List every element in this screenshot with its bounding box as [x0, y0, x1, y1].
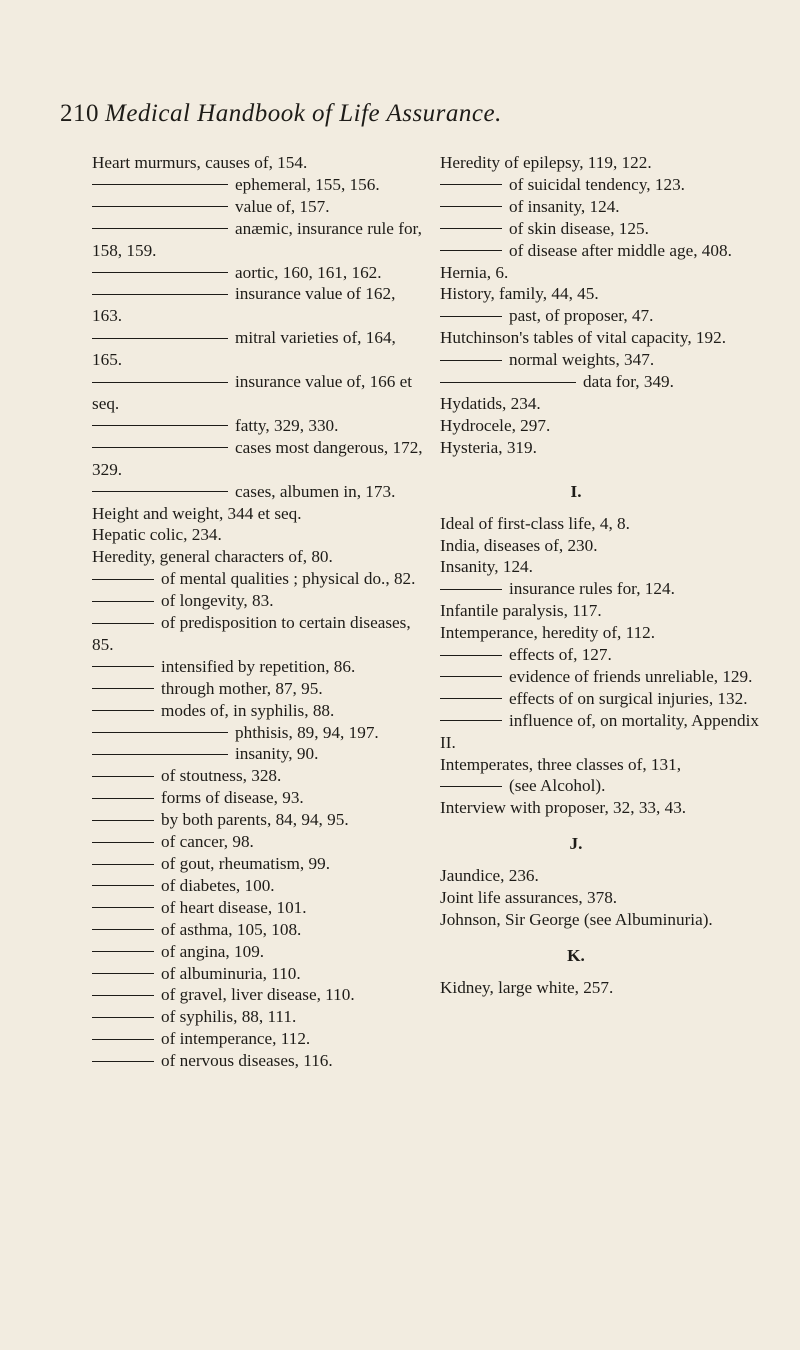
entry-text: Heredity, general characters of, 80. [92, 547, 333, 567]
index-subentry [92, 700, 424, 722]
ditto-dash [92, 820, 154, 821]
index-heading-entry [440, 797, 772, 819]
entry-text: Jaundice, 236. [440, 866, 539, 886]
ditto-dash [92, 228, 228, 229]
ditto-dash [440, 676, 502, 677]
ditto-dash [92, 382, 228, 383]
index-subentry [440, 349, 772, 371]
entry-text: forms of disease, 93. [161, 788, 304, 808]
ditto-dash [440, 316, 502, 317]
entry-text: through mother, 87, 95. [161, 678, 323, 698]
index-subentry [92, 612, 424, 656]
page-header [60, 100, 760, 128]
entry-text: data for, 349. [583, 372, 674, 392]
entry-text: by both parents, 84, 94, 95. [161, 810, 349, 830]
ditto-dash [440, 360, 502, 361]
entry-text: of intemperance, 112. [161, 1029, 311, 1049]
ditto-dash [92, 623, 154, 624]
ditto-dash [92, 929, 154, 930]
entry-text: evidence of friends unreliable, 129. [509, 666, 753, 686]
entry-text: of predisposition to certain diseases, 85. [92, 613, 411, 654]
index-subentry [92, 327, 424, 371]
index-heading-entry [440, 887, 772, 909]
index-subentry [92, 831, 424, 853]
index-subentry [92, 656, 424, 678]
entry-text: Ideal of first-class life, 4, 8. [440, 513, 630, 533]
index-heading-entry [440, 283, 772, 305]
entry-text: insanity, 90. [235, 744, 319, 764]
entry-text: of stoutness, 328. [161, 766, 282, 786]
ditto-dash [92, 798, 154, 799]
ditto-dash [440, 786, 502, 787]
ditto-dash [92, 951, 154, 952]
index-subentry [92, 722, 424, 744]
index-heading-entry [440, 437, 772, 459]
entry-text: Johnson, Sir George (see Albuminuria). [440, 910, 713, 929]
index-heading-entry [440, 909, 772, 931]
index-subentry [92, 765, 424, 787]
index-column-right [440, 152, 772, 999]
entry-text: of syphilis, 88, 111. [161, 1007, 297, 1027]
entry-text: of diabetes, 100. [161, 875, 275, 895]
ditto-dash [440, 250, 502, 251]
ditto-dash [92, 294, 228, 295]
index-heading-entry [440, 977, 772, 999]
entry-text: Intemperance, heredity of, 112. [440, 623, 656, 643]
entry-text: of albuminuria, 110. [161, 963, 301, 983]
ditto-dash [92, 447, 228, 448]
section-letter: I. [570, 481, 582, 501]
index-heading-entry [440, 393, 772, 415]
entry-text: phthisis, 89, 94, 197. [235, 722, 379, 742]
entry-text: Hysteria, 319. [440, 437, 537, 457]
index-heading-entry [92, 524, 424, 546]
index-subentry [440, 196, 772, 218]
index-subentry [92, 481, 424, 503]
entry-text: Hernia, 6. [440, 262, 509, 282]
entry-text: normal weights, 347. [509, 350, 655, 370]
index-subentry [92, 678, 424, 700]
ditto-dash [92, 732, 228, 733]
entry-text: fatty, 329, 330. [235, 415, 339, 435]
entry-text: aortic, 160, 161, 162. [235, 262, 382, 282]
index-subentry [92, 196, 424, 218]
index-subentry [92, 568, 424, 590]
index-heading-entry [440, 327, 772, 349]
index-subentry [92, 743, 424, 765]
ditto-dash [92, 1039, 154, 1040]
entry-text: (see Alcohol). [509, 776, 606, 796]
entry-text: modes of, in syphilis, 88. [161, 700, 335, 720]
index-subentry [440, 305, 772, 327]
entry-text: of cancer, 98. [161, 832, 254, 852]
entry-text: cases, albumen in, 173. [235, 481, 396, 501]
index-subentry [92, 897, 424, 919]
index-subentry [92, 415, 424, 437]
index-subentry [92, 809, 424, 831]
index-subentry [92, 787, 424, 809]
ditto-dash [440, 206, 502, 207]
entry-text: of gravel, liver disease, 110. [161, 985, 355, 1005]
section-letter: K. [567, 945, 585, 965]
entry-text: insurance value of, 166 et seq. [92, 372, 413, 413]
index-subentry [440, 218, 772, 240]
entry-text: of gout, rheumatism, 99. [161, 854, 330, 873]
entry-text: cases most dangerous, 172, 329. [92, 437, 423, 479]
entry-text: mitral varieties of, 164, 165. [92, 328, 396, 370]
index-subentry [92, 262, 424, 284]
ditto-dash [440, 228, 502, 229]
index-heading-entry [440, 535, 772, 557]
ditto-dash [92, 688, 154, 689]
section-letter: J. [569, 834, 583, 854]
index-heading-entry [92, 152, 424, 174]
entry-text: of nervous diseases, 116. [161, 1051, 333, 1071]
entry-text: Interview with proposer, 32, 33, 43. [440, 798, 687, 818]
entry-text: Hydatids, 234. [440, 393, 541, 413]
ditto-dash [92, 579, 154, 580]
index-subentry [440, 688, 772, 710]
index-heading-entry [440, 513, 772, 535]
index-subentry [92, 371, 424, 415]
entry-text: Hutchinson's tables of vital capacity, 192. [440, 328, 726, 348]
index-heading-entry [440, 556, 772, 578]
index-subentry [440, 710, 772, 754]
ditto-dash [440, 589, 502, 590]
index-subentry [440, 644, 772, 666]
entry-text: influence of, on mortality, Appendix II. [440, 710, 759, 752]
entry-text: of disease after middle age, 408. [509, 240, 732, 260]
entry-text: of suicidal tendency, 123. [509, 174, 685, 194]
index-heading-entry [440, 865, 772, 887]
entry-text: value of, 157. [235, 196, 330, 216]
ditto-dash [92, 1017, 154, 1018]
entry-text: insurance value of 162, 163. [92, 284, 396, 326]
index-subentry [440, 578, 772, 600]
entry-text: effects of, 127. [509, 645, 612, 665]
ditto-dash [440, 382, 576, 383]
ditto-dash [92, 184, 228, 185]
index-heading-entry [440, 754, 772, 776]
entry-text: Hepatic colic, 234. [92, 525, 222, 545]
ditto-dash [92, 776, 154, 777]
index-subentry [92, 1050, 424, 1072]
ditto-dash [92, 425, 228, 426]
index-subentry [440, 371, 772, 393]
index-heading-entry [440, 152, 772, 174]
ditto-dash [440, 720, 502, 721]
ditto-dash [92, 206, 228, 207]
index-heading-entry [440, 600, 772, 622]
entry-text: of heart disease, 101. [161, 897, 307, 917]
ditto-dash [440, 655, 502, 656]
index-subentry [92, 437, 424, 481]
entry-text: History, family, 44, 45. [440, 284, 599, 304]
index-subentry [92, 853, 424, 875]
ditto-dash [92, 1061, 154, 1062]
entry-text: of insanity, 124. [509, 196, 620, 216]
ditto-dash [440, 184, 502, 185]
index-column-left [92, 152, 424, 1072]
ditto-dash [92, 272, 228, 273]
page-number: 210 [60, 100, 99, 127]
index-subentry [92, 919, 424, 941]
ditto-dash [92, 338, 228, 339]
index-heading-entry [92, 503, 424, 525]
index-subentry [440, 240, 772, 262]
index-subentry [92, 590, 424, 612]
entry-text: insurance rules for, 124. [509, 579, 675, 599]
index-heading-entry [92, 546, 424, 568]
ditto-dash [92, 666, 154, 667]
entry-text: of mental qualities ; physical do., 82. [161, 569, 416, 589]
entry-text: Heredity of epilepsy, 119, 122. [440, 153, 652, 172]
index-heading-entry [440, 622, 772, 644]
index-subentry [440, 666, 772, 688]
index-subentry [440, 775, 772, 797]
running-title: Medical Handbook of Life Assurance. [105, 100, 502, 127]
entry-text: of longevity, 83. [161, 591, 274, 611]
index-subentry [92, 283, 424, 327]
index-subentry [92, 963, 424, 985]
entry-text: Insanity, 124. [440, 557, 533, 577]
ditto-dash [440, 698, 502, 699]
ditto-dash [92, 601, 154, 602]
entry-text: Infantile paralysis, 117. [440, 601, 602, 621]
index-heading-entry [440, 262, 772, 284]
ditto-dash [92, 710, 154, 711]
entry-text: Kidney, large white, 257. [440, 977, 614, 997]
ditto-dash [92, 907, 154, 908]
index-subentry [440, 174, 772, 196]
entry-text: Hydrocele, 297. [440, 415, 551, 435]
entry-text: Heart murmurs, causes of, 154. [92, 153, 308, 172]
entry-text: of angina, 109. [161, 941, 265, 961]
ditto-dash [92, 885, 154, 886]
entry-text: India, diseases of, 230. [440, 535, 598, 555]
ditto-dash [92, 995, 154, 996]
entry-text: effects of on surgical injuries, 132. [509, 688, 748, 708]
entry-text: intensified by repetition, 86. [161, 656, 356, 676]
entry-text: of asthma, 105, 108. [161, 919, 302, 939]
ditto-dash [92, 491, 228, 492]
ditto-dash [92, 864, 154, 865]
index-subentry [92, 875, 424, 897]
ditto-dash [92, 754, 228, 755]
entry-text: Joint life assurances, 378. [440, 888, 618, 908]
index-heading-entry [440, 415, 772, 437]
index-subentry [92, 174, 424, 196]
ditto-dash [92, 842, 154, 843]
entry-text: past, of proposer, 47. [509, 306, 654, 326]
entry-text: Intemperates, three classes of, 131, [440, 754, 682, 774]
index-subentry [92, 1006, 424, 1028]
entry-text: of skin disease, 125. [509, 218, 649, 238]
entry-text: anæmic, insurance rule for, 158, 159. [92, 218, 422, 260]
index-subentry [92, 218, 424, 262]
entry-text: Height and weight, 344 et seq. [92, 503, 302, 523]
ditto-dash [92, 973, 154, 974]
entry-text: ephemeral, 155, 156. [235, 174, 380, 194]
index-subentry [92, 984, 424, 1006]
index-subentry [92, 1028, 424, 1050]
index-subentry [92, 941, 424, 963]
